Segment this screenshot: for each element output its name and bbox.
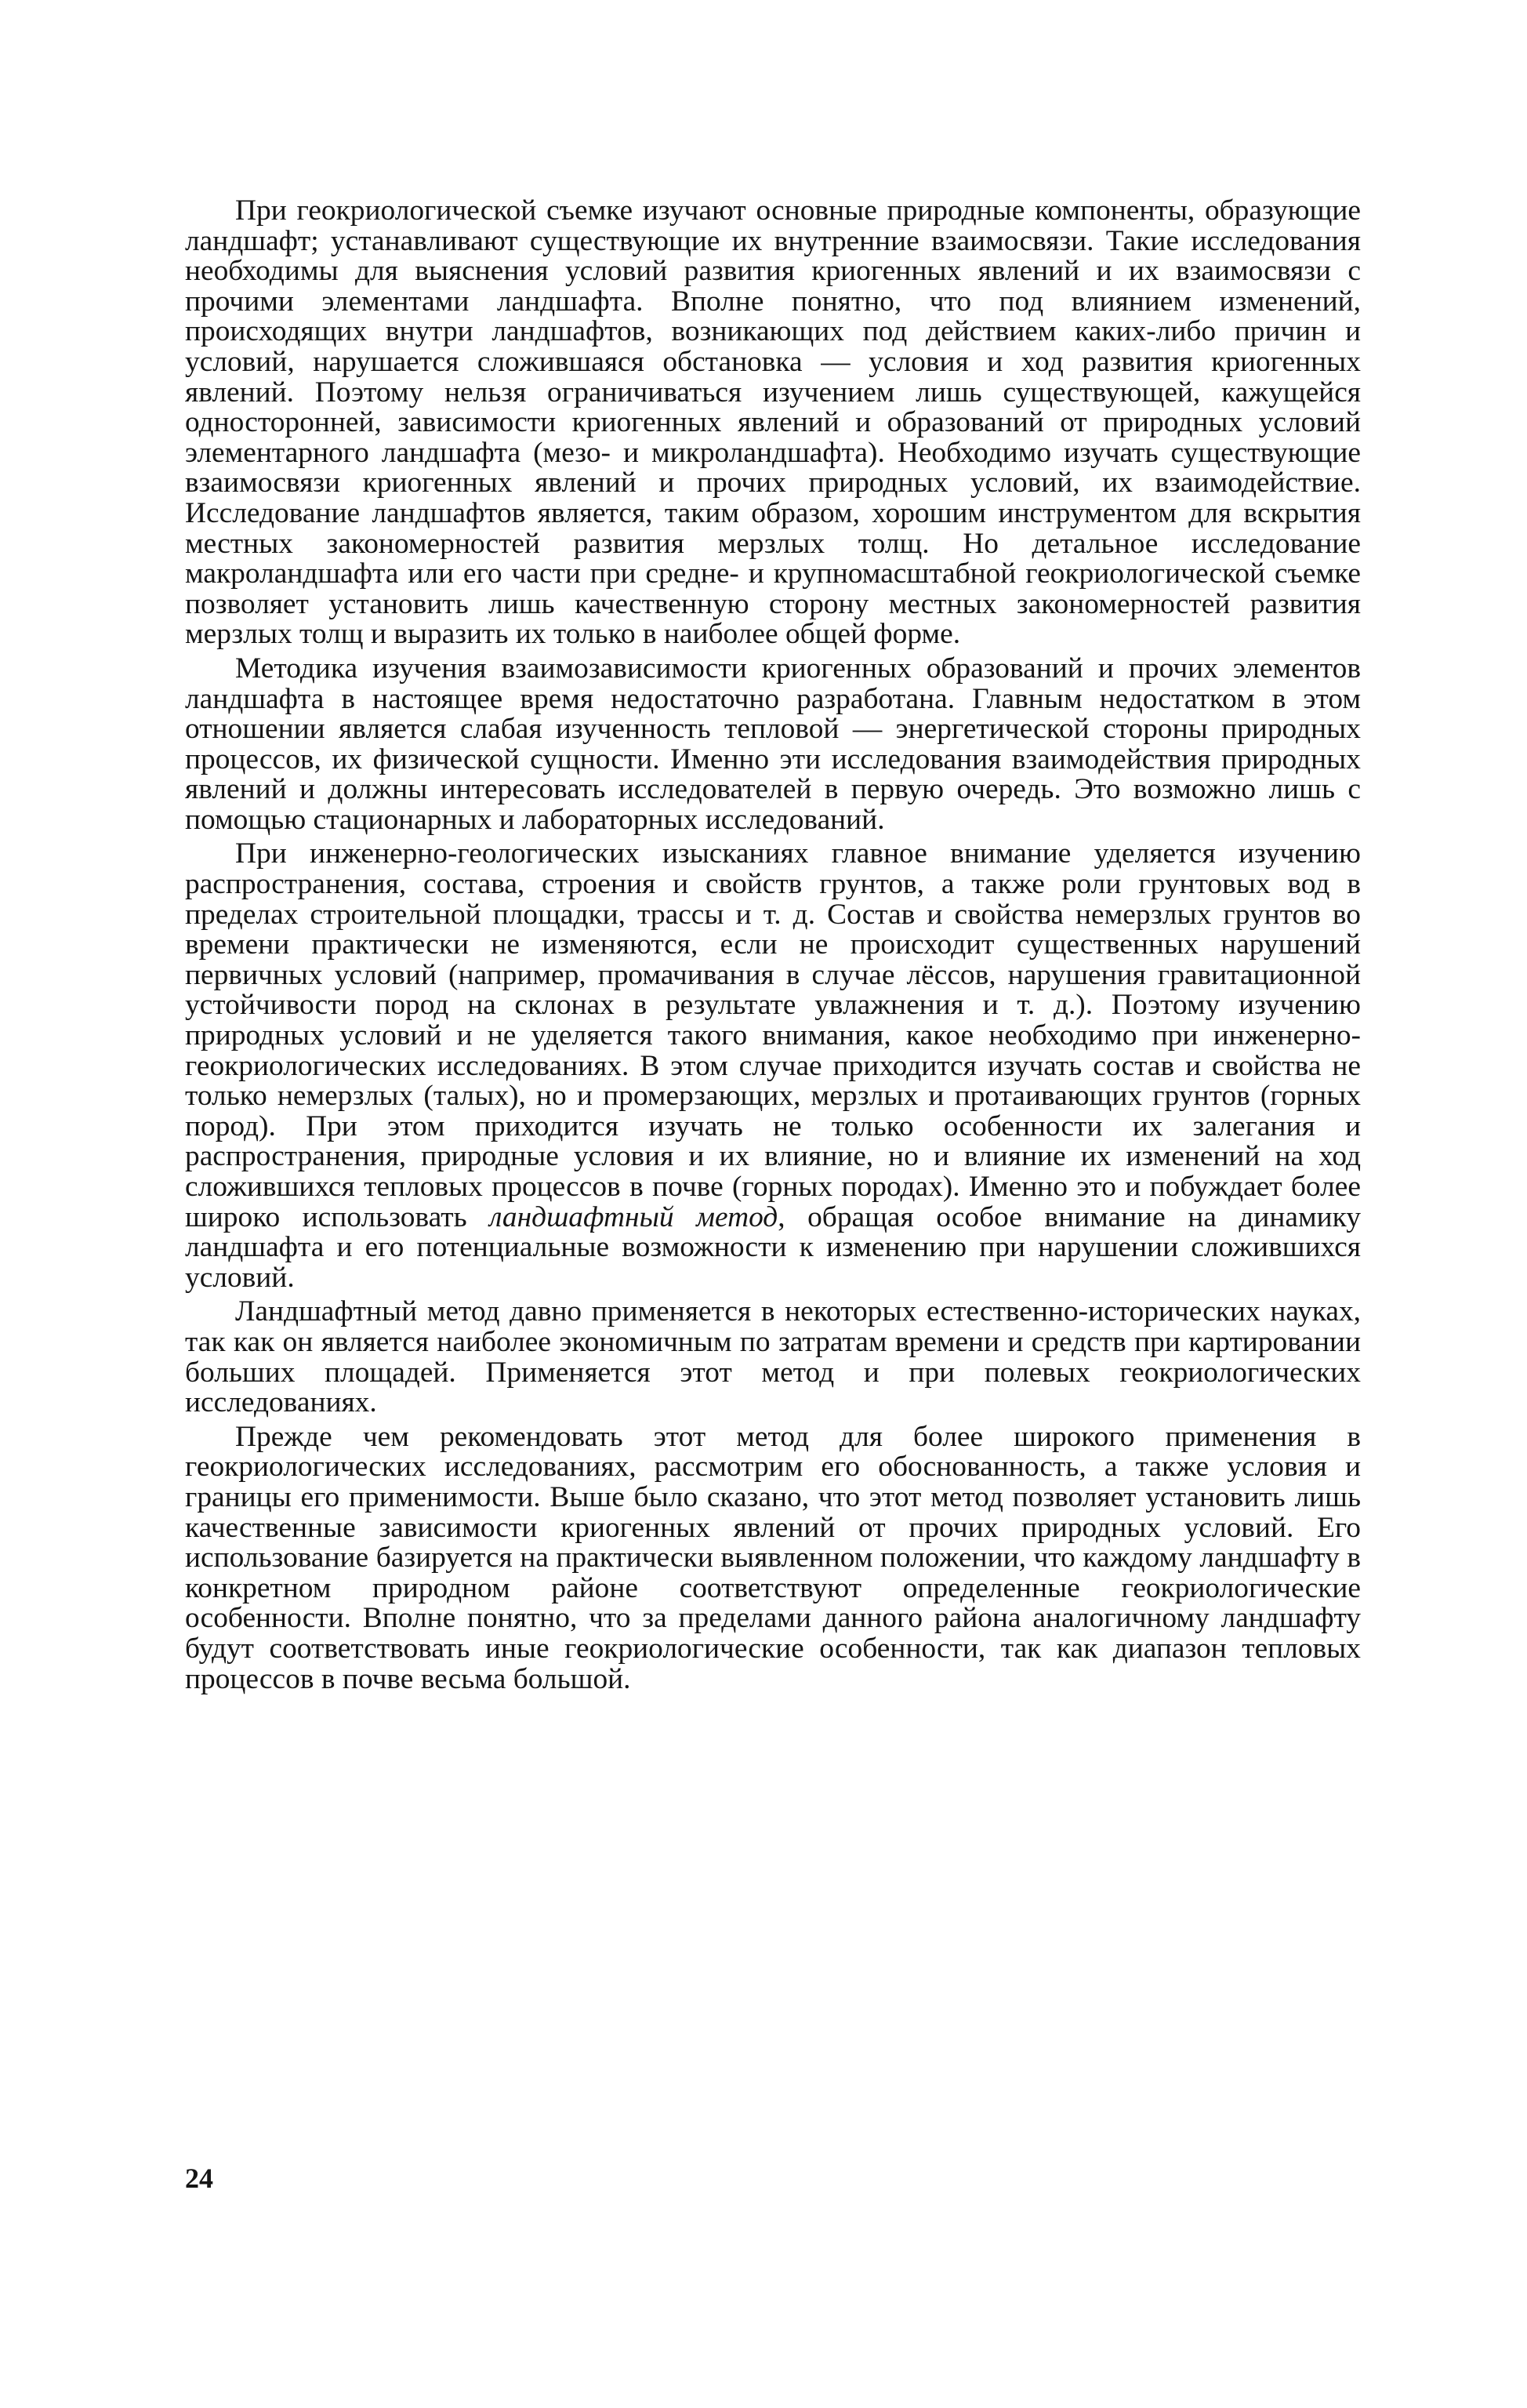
emphasized-term: ландшафтный метод (489, 1200, 778, 1233)
paragraph-text-before-emphasis: При инженерно-геологических изысканиях главное внимание уделяется изучению распространения, состава, строения и свойств грунтов, а также роли грунтовых вод в пределах строительной площадки, трассы и т. д. Состав и свойства немерзлых грунтов во времени практически не изменяются, если не происходит существенных нарушений первичных условий (например, промачивания в случае лёссов, нарушения гравитационной устойчивости пород на склонах в результате увлажнения и т. д.). Поэтому изучению природных условий и не уделяется такого внимания, какое необходимо при инженерно-геокриологических исследованиях. В этом случае приходится изучать состав и свойства не только немерзлых (талых), но и промерзающих, мерзлых и протаивающих грунтов (горных пород). При этом приходится изучать не только особенности их залегания и распространения, природные условия и их влияние, но и влияние их изменений на ход сложившихся тепловых процессов в почве (горных породах). Именно это и побуждает более широко использовать (185, 837, 1361, 1233)
paragraph-text-after-emphasis: , обращая особое внимание на динамику ландшафта и его потенциальные возможности к изменению при нарушении сложившихся условий. (185, 1200, 1361, 1294)
paragraph-landscape-method: Ландшафтный метод давно применяется в некоторых естественно-исторических науках, так как он является наиболее экономичным по затратам времени и средств при картировании больших площадей. Применяется этот метод и при полевых геокриологических исследованиях. (185, 1295, 1361, 1419)
paragraph-applicability: Прежде чем рекомендовать этот метод для более широкого применения в геокриологических исследованиях, рассмотрим его обоснованность, а также условия и границы его применимости. Выше было сказано, что этот метод позволяет установить лишь качественные зависимости криогенных явлений от прочих природных условий. Его использование базируется на практически выявленном положении, что каждому ландшафту в конкретном природном районе соответствуют определенные геокриологические особенности. Вполне понятно, что за пределами данного района аналогичному ландшафту будут соответствовать иные геокриологические особенности, так как диапазон тепловых процессов в почве весьма большой. (185, 1420, 1361, 1695)
page-number: 24 (185, 2163, 213, 2194)
page-text (185, 196, 1361, 1694)
paragraph-engineering-surveys (185, 839, 1361, 1293)
paragraph-geocryological-survey: При геокриологической съемке изучают основные природные компоненты, образующие ландшафт; устанавливают существующие их внутренние взаимосвязи. Такие исследования необходимы для выяснения условий развития криогенных явлений и их взаимосвязи с прочими элементами ландшафта. Вполне понятно, что под влиянием изменений, происходящих внутри ландшафтов, возникающих под действием каких-либо причин и условий, нарушается сложившаяся обстановка — условия и ход развития криогенных явлений. Поэтому нельзя ограничиваться изучением лишь существующей, кажущейся односторонней, зависимости криогенных явлений и образований от природных условий элементарного ландшафта (мезо- и микроландшафта). Необходимо изучать существующие взаимосвязи криогенных явлений и прочих природных условий, их взаимодействие. Исследование ландшафтов является, таким образом, хорошим инструментом для вскрытия местных закономерностей развития мерзлых толщ. Но детальное исследование макроландшафта или его части при средне- и крупномасштабной геокриологической съемке позволяет установить лишь качественную сторону местных закономерностей развития мерзлых толщ и выразить их только в наиболее общей форме. (185, 194, 1361, 651)
paragraph-methodology: Методика изучения взаимозависимости криогенных образований и прочих элементов ландшафта в настоящее время недостаточно разработана. Главным недостатком в этом отношении является слабая изученность тепловой — энергетической стороны природных процессов, их физической сущности. Именно эти исследования взаимодействия природных явлений и должны интересовать исследователей в первую очередь. Это возможно лишь с помощью стационарных и лабораторных исследований. (185, 652, 1361, 836)
